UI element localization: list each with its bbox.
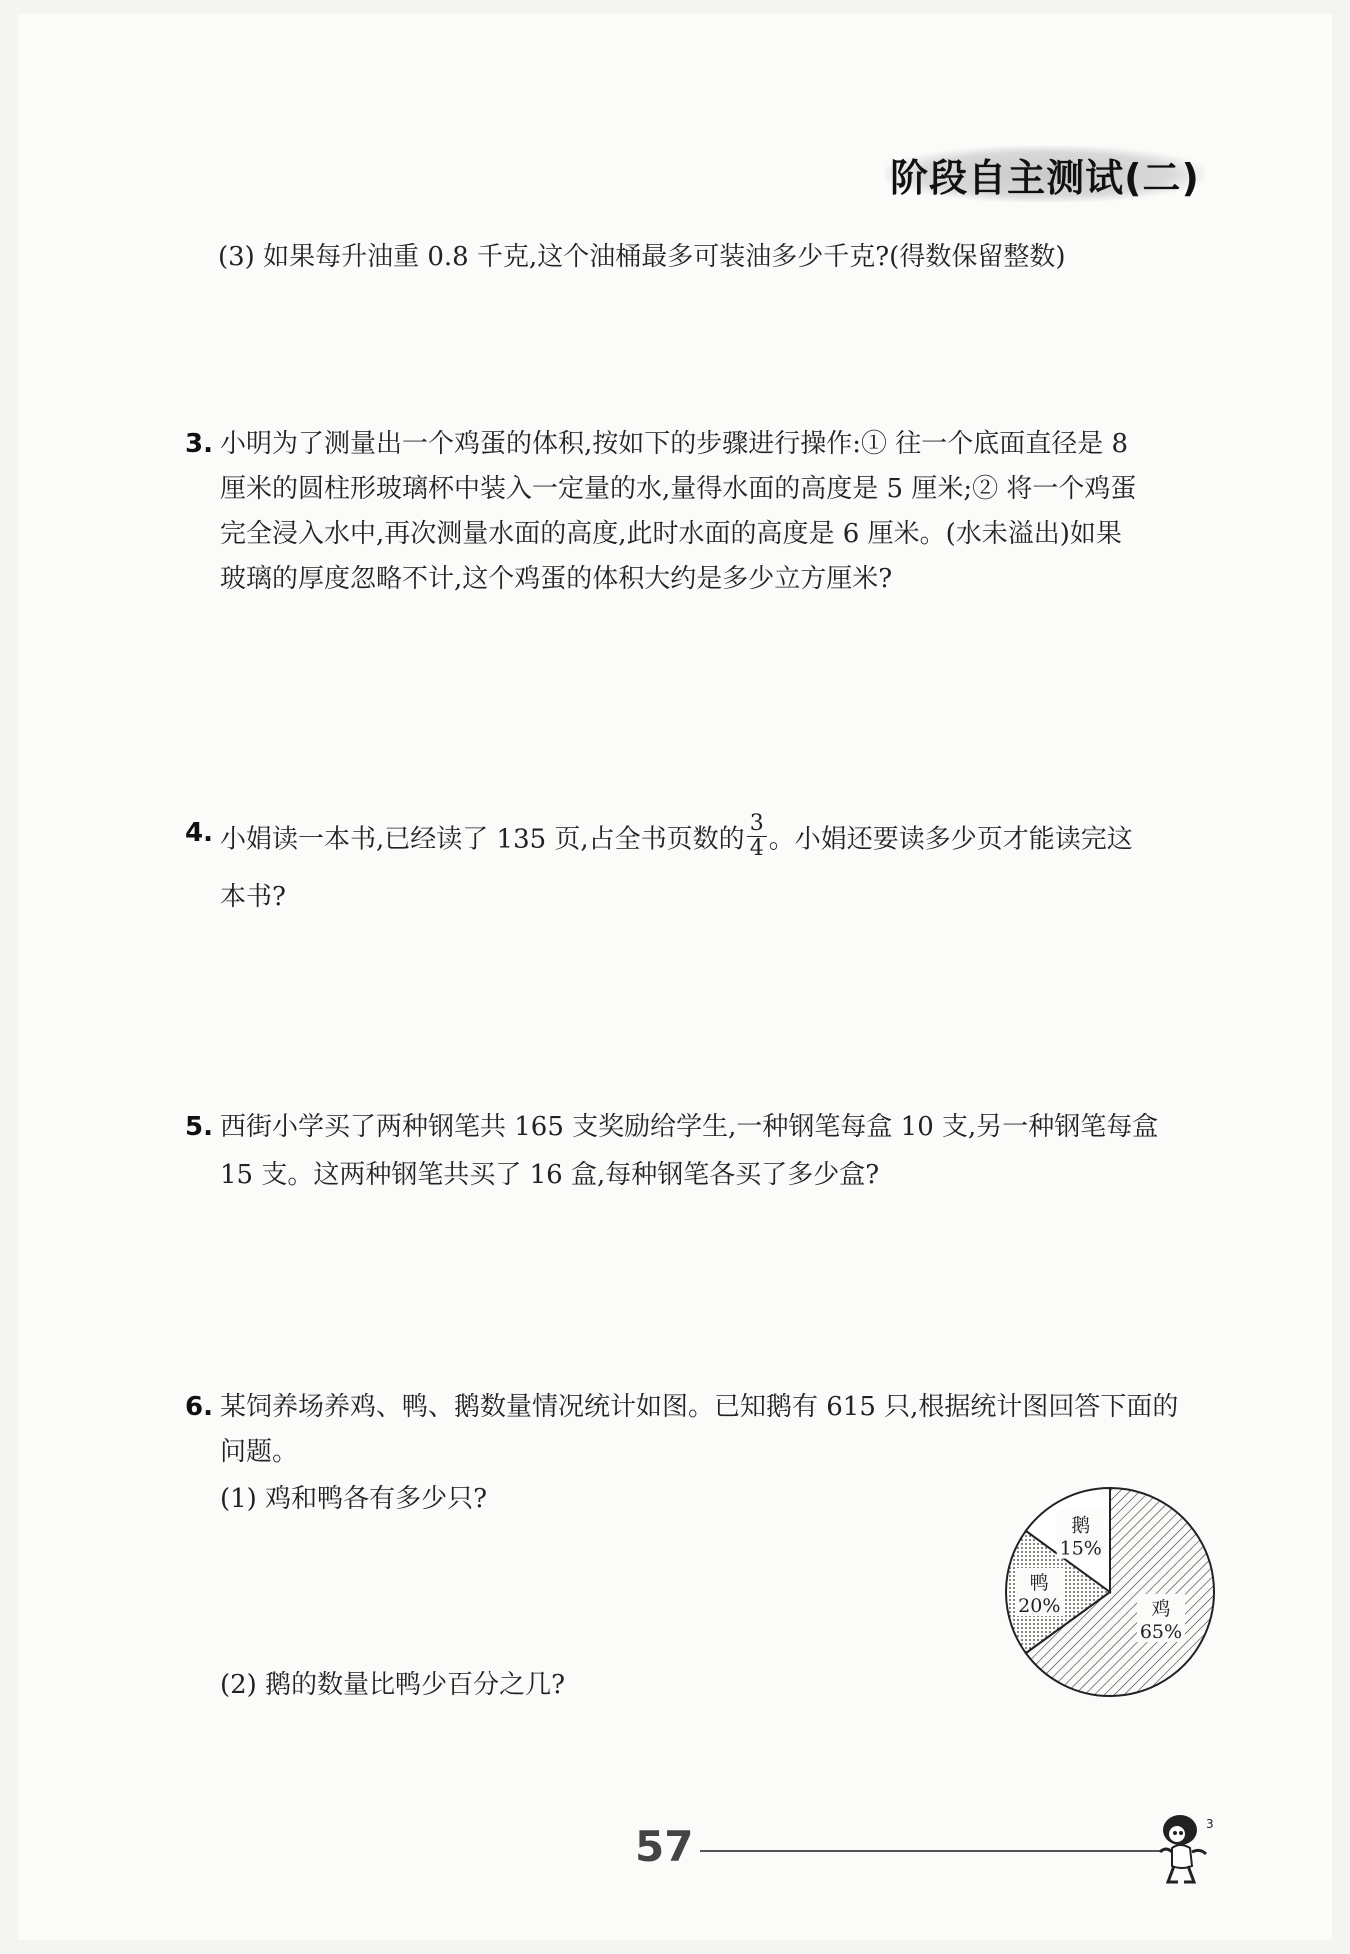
q4-line-1 xyxy=(220,811,1133,865)
pie-chart xyxy=(1000,1482,1220,1702)
page-title: 阶段自主测试(二) xyxy=(885,146,1205,202)
page-number: 57 xyxy=(635,1822,694,1871)
q4-number: 4. xyxy=(185,818,213,848)
q5-line-1: 西街小学买了两种钢笔共 165 支奖励给学生,一种钢笔每盒 10 支,另一种钢笔每盒 xyxy=(220,1112,1159,1142)
q4-text-after: 。小娟还要读多少页才能读完这 xyxy=(768,824,1133,855)
pie-slice-label-2: 鹅 xyxy=(1071,1514,1091,1537)
q6-sub1-text: (1) 鸡和鸭各有多少只? xyxy=(220,1484,488,1514)
q4-text-before: 小娟读一本书,已经读了 135 页,占全书页数的 xyxy=(220,824,745,855)
q6-number: 6. xyxy=(185,1392,213,1422)
pie-slice-label-0: 鸡 xyxy=(1151,1597,1171,1620)
q4-line-2: 本书? xyxy=(220,882,286,912)
q5-number: 5. xyxy=(185,1112,213,1142)
q5-line-2: 15 支。这两种钢笔共买了 16 盒,每种钢笔各买了多少盒? xyxy=(220,1160,880,1190)
q4-fraction-numerator: 3 xyxy=(747,812,767,837)
mascot-icon xyxy=(1150,1808,1222,1888)
pie-slice-value-1: 20% xyxy=(1018,1595,1061,1617)
q3-line-2: 厘米的圆柱形玻璃杯中装入一定量的水,量得水面的高度是 5 厘米;② 将一个鸡蛋 xyxy=(220,474,1137,504)
q3-line-3: 完全浸入水中,再次测量水面的高度,此时水面的高度是 6 厘米。(水未溢出)如果 xyxy=(220,519,1122,549)
q3-number: 3. xyxy=(185,429,213,459)
pie-slice-label-1: 鸭 xyxy=(1029,1572,1049,1594)
svg-text:3: 3 xyxy=(1206,1817,1214,1831)
q3-line-1: 小明为了测量出一个鸡蛋的体积,按如下的步骤进行操作:① 往一个底面直径是 8 xyxy=(220,429,1129,459)
pie-slice-value-0: 65% xyxy=(1139,1620,1183,1643)
q4-fraction xyxy=(747,812,767,861)
pie-chart-svg xyxy=(1000,1482,1220,1702)
q2-sub3-text: (3) 如果每升油重 0.8 千克,这个油桶最多可装油多少千克?(得数保留整数) xyxy=(218,242,1066,272)
q6-sub2-text: (2) 鹅的数量比鸭少百分之几? xyxy=(220,1670,566,1700)
footer-divider xyxy=(700,1850,1160,1852)
q6-line-1: 某饲养场养鸡、鸭、鹅数量情况统计如图。已知鹅有 615 只,根据统计图回答下面的 xyxy=(220,1392,1179,1422)
q3-line-4: 玻璃的厚度忽略不计,这个鸡蛋的体积大约是多少立方厘米? xyxy=(220,564,893,594)
q6-line-2: 问题。 xyxy=(220,1437,299,1467)
q4-fraction-denominator: 4 xyxy=(749,836,764,861)
pie-slice-value-2: 15% xyxy=(1059,1537,1102,1560)
